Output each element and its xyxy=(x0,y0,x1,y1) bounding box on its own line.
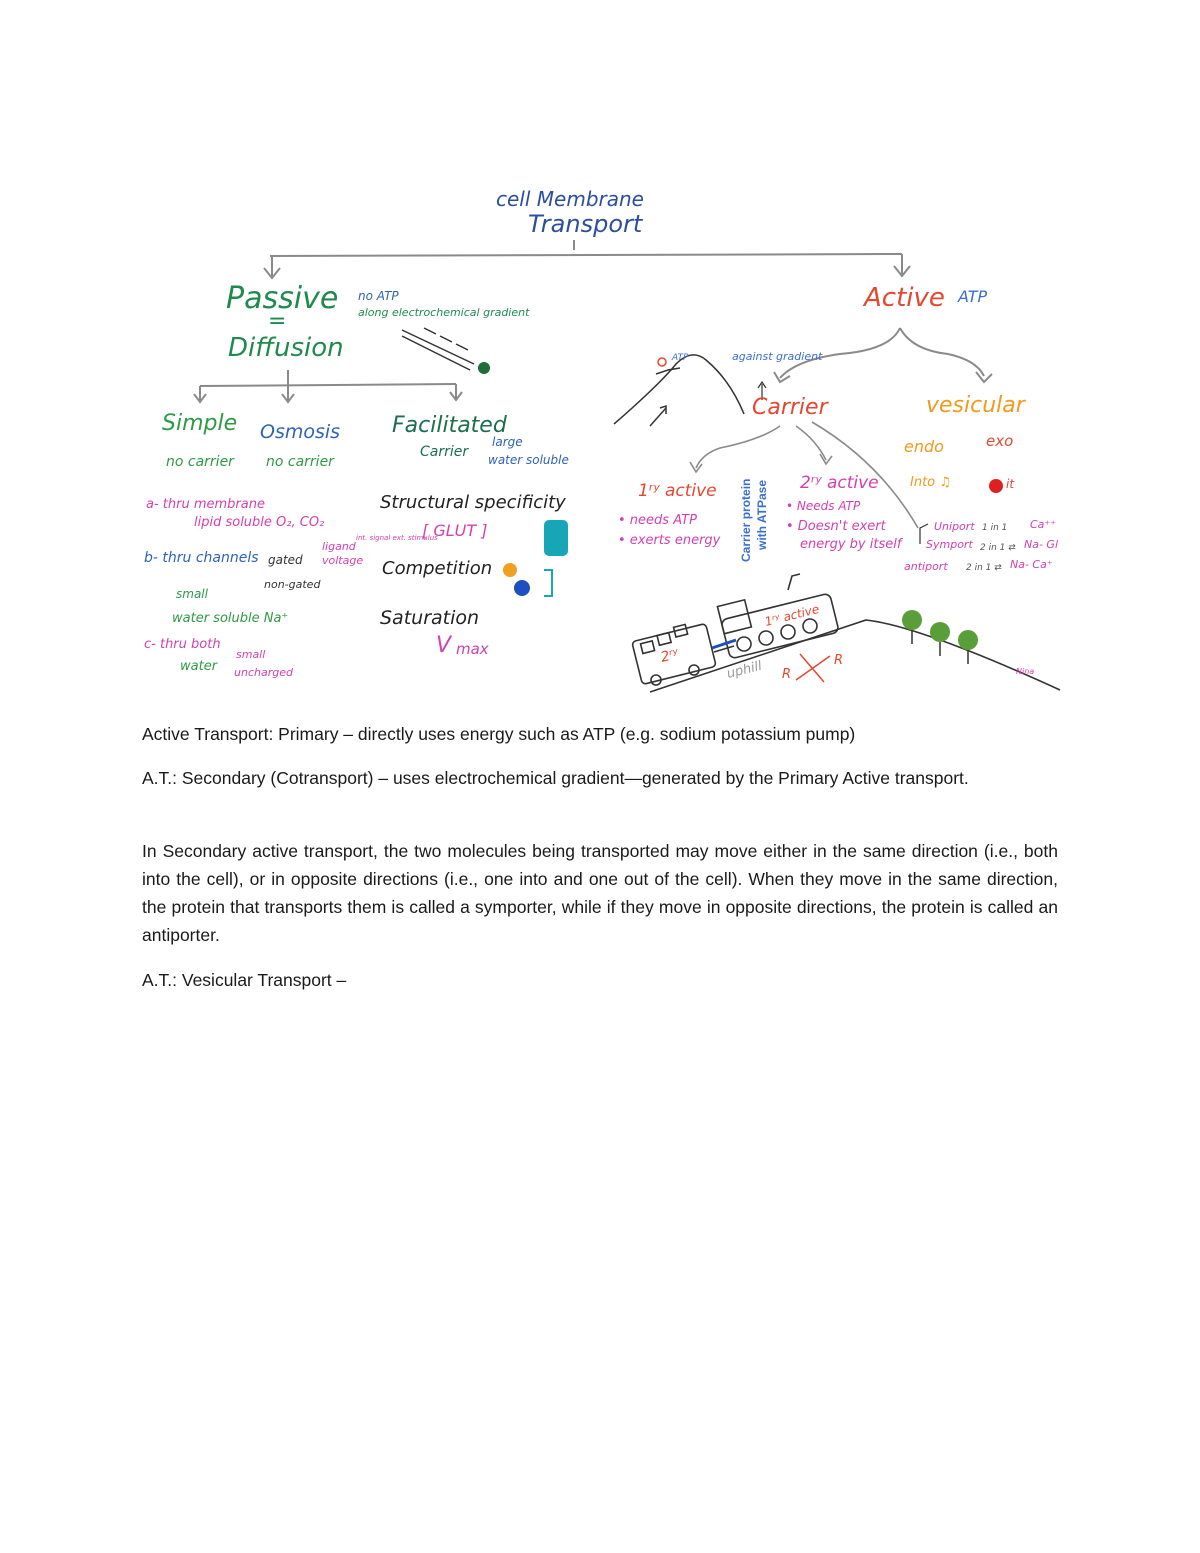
uniport-ratio: 1 in 1 xyxy=(982,523,1008,533)
membrane-transport-diagram xyxy=(140,178,1062,698)
antiport-label: antiport xyxy=(904,560,948,573)
passive-branch-arrows xyxy=(194,370,462,402)
exit-dot xyxy=(989,479,1003,493)
active-atp: ATP xyxy=(958,287,988,306)
facilitated-carrier: Carrier xyxy=(420,444,469,460)
glut-label: [ GLUT ] xyxy=(422,521,488,540)
uniport-ion: Ca⁺⁺ xyxy=(1030,518,1057,531)
structural-specificity: Structural specificity xyxy=(380,492,566,513)
water-soluble-note: water soluble xyxy=(488,453,569,467)
train-hill-sketch xyxy=(632,574,1060,692)
thru-channels-label: b- thru channels xyxy=(144,550,259,566)
competition-label: Competition xyxy=(382,558,493,579)
vmax-sub: max xyxy=(456,640,489,658)
trees-sketch xyxy=(902,610,978,664)
simple-note: no carrier xyxy=(166,454,234,470)
title-transport: Transport xyxy=(528,210,643,238)
against-gradient-label: against gradient xyxy=(732,350,823,363)
vesicular-heading: vesicular xyxy=(926,393,1025,418)
competitor-orange-dot xyxy=(503,563,517,577)
symport-ion: Na- Gl xyxy=(1024,538,1059,551)
into-label: Into ♫ xyxy=(910,475,951,490)
equals-sign: = xyxy=(268,309,287,334)
gated-label: gated xyxy=(268,553,303,567)
passive-heading: Passive xyxy=(226,281,339,316)
atp-small-label: ATP xyxy=(672,353,689,363)
diffusion-heading: Diffusion xyxy=(228,333,344,363)
uncharged-label: uncharged xyxy=(234,666,293,679)
int-ext-label: int. signal ext. stimulus xyxy=(356,534,438,542)
small-label: small xyxy=(176,587,208,601)
r-label-2: R xyxy=(834,653,844,668)
primary-needs-atp: • needs ATP xyxy=(618,513,697,528)
thru-membrane-label: a- thru membrane xyxy=(146,497,265,512)
facilitated-heading: Facilitated xyxy=(392,413,507,438)
small-label-2: small xyxy=(236,648,266,661)
with-atpase-vertical: with ATPase xyxy=(755,479,769,550)
antiport-ion: Na- Ca⁺ xyxy=(1010,558,1053,571)
paragraph-vesicular: A.T.: Vesicular Transport – xyxy=(142,970,347,990)
secondary-energy-itself: energy by itself xyxy=(800,537,902,552)
glut-transporter-icon xyxy=(544,520,568,556)
paragraph-cotransport: In Secondary active transport, the two molecules being transported may move either in the same direction (i.e., both into the cell), or in opposite directions (i.e., one into and one out of the cell). When they move in the same direction, the protein that transports them is called a symporter, while if they move in opposite directions, the protein is called an antiporter. xyxy=(142,841,1058,945)
non-gated-label: non-gated xyxy=(264,578,321,591)
paragraph-secondary: A.T.: Secondary (Cotransport) – uses electrochemical gradient—generated by the Primary Active transport. xyxy=(142,768,969,788)
no-atp-note: no ATP xyxy=(358,289,399,303)
exit-label: it xyxy=(1006,477,1015,491)
uphill-label: uphill xyxy=(725,658,764,682)
secondary-doesnt-exert: • Doesn't exert xyxy=(786,519,886,534)
secondary-needs-atp: • Needs ATP xyxy=(786,499,861,513)
carrier-heading: Carrier xyxy=(752,395,828,420)
along-gradient-note: along electrochemical gradient xyxy=(358,306,530,319)
active-heading: Active xyxy=(864,283,945,313)
uniport-label: Uniport xyxy=(934,520,975,533)
artist-signature: Nina xyxy=(1016,667,1035,676)
large-note: large xyxy=(492,435,523,449)
water-soluble-na-label: water soluble Na⁺ xyxy=(172,611,289,626)
train-primary-label: 1ʳʸ active xyxy=(763,601,821,629)
top-branch-arrows xyxy=(264,240,910,278)
voltage-label: voltage xyxy=(322,554,364,567)
r-label-1: R xyxy=(782,667,792,682)
gradient-ramp-sketch xyxy=(402,328,474,370)
simple-heading: Simple xyxy=(162,411,238,436)
title-cell-membrane: cell Membrane xyxy=(496,187,644,211)
thru-both-label: c- thru both xyxy=(144,637,221,652)
primary-active-heading: 1ʳʸ active xyxy=(638,481,717,501)
vmax-v: V xyxy=(436,633,452,658)
antiport-ratio: 2 in 1 ⇄ xyxy=(966,563,1002,573)
osmosis-note: no carrier xyxy=(266,454,334,470)
saturation-label: Saturation xyxy=(380,607,480,629)
endo-label: endo xyxy=(904,437,944,456)
osmosis-heading: Osmosis xyxy=(260,421,341,443)
paragraph-primary: Active Transport: Primary – directly uses energy such as ATP (e.g. sodium potassium pump) xyxy=(142,724,856,744)
primary-exerts-energy: • exerts energy xyxy=(618,533,721,548)
lipid-soluble-label: lipid soluble O₂, CO₂ xyxy=(194,515,325,530)
exo-label: exo xyxy=(986,432,1014,450)
ligand-label: ligand xyxy=(322,540,356,553)
competitor-blue-dot xyxy=(514,580,530,596)
reverse-cross-mark xyxy=(796,654,830,682)
molecule-cluster-icon xyxy=(478,362,490,374)
hill-climber-sketch xyxy=(614,355,744,426)
symport-label: Symport xyxy=(926,538,973,551)
bracket-icon xyxy=(544,570,552,596)
water-label: water xyxy=(180,659,218,674)
symport-ratio: 2 in 1 ⇄ xyxy=(980,543,1016,553)
secondary-active-heading: 2ʳʸ active xyxy=(800,473,879,493)
train-secondary-label: 2ʳʸ xyxy=(659,646,681,666)
carrier-protein-vertical: Carrier protein xyxy=(739,478,753,562)
